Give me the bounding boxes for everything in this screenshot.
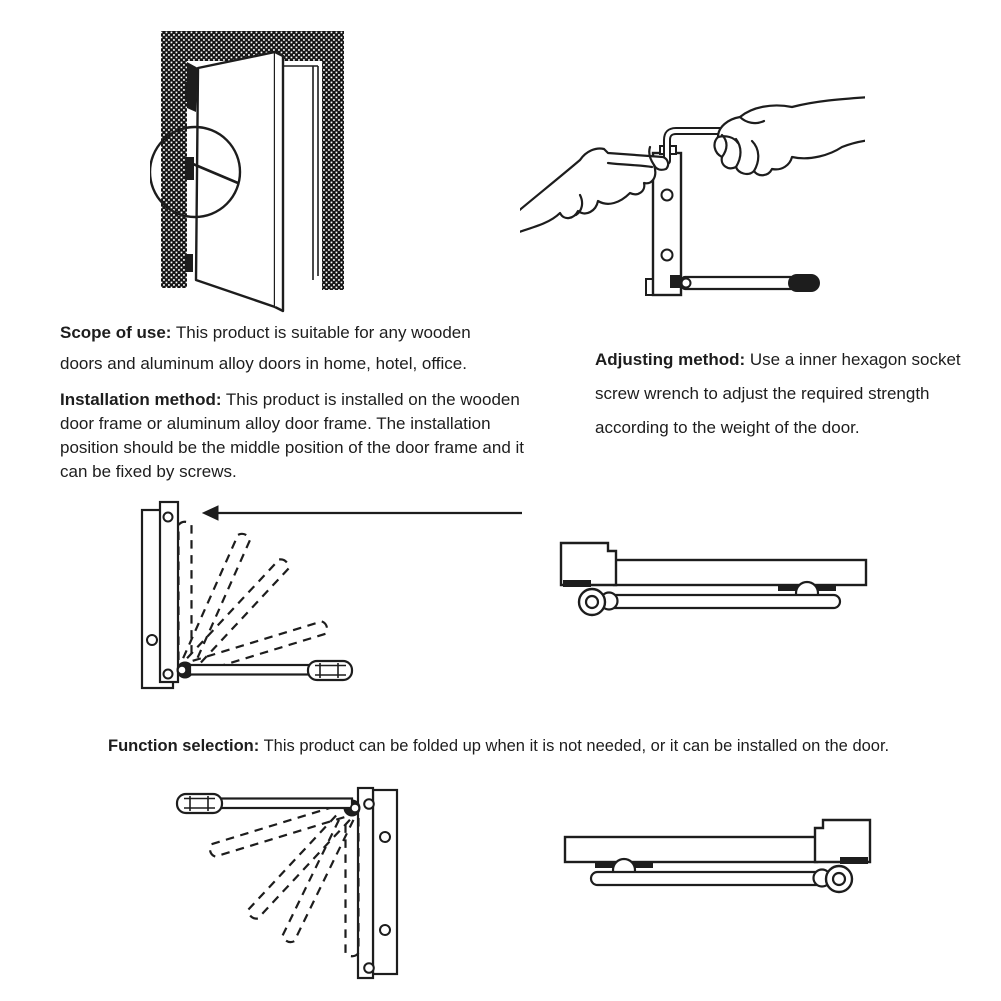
figure-side-view-frame-mount	[550, 533, 875, 633]
text-line: position should be the middle position of the door frame and it	[60, 438, 525, 457]
mounting-plate	[142, 502, 178, 688]
text-line: screw wrench to adjust the required strength	[595, 384, 930, 403]
right-hand	[715, 97, 865, 175]
figure-fold-positions-frame-mount	[132, 498, 532, 723]
closer-arm	[177, 794, 361, 817]
installation-method-text: This product is installed on the wooden	[225, 390, 520, 409]
scope-of-use-paragraph	[60, 317, 471, 379]
text-line: doors and aluminum alloy doors in home, hotel, office.	[60, 354, 467, 373]
text-line: according to the weight of the door.	[595, 418, 860, 437]
folded-arm-positions	[208, 805, 358, 956]
closer-arm	[177, 661, 353, 680]
adjusting-method-label: Adjusting method:	[595, 350, 746, 369]
text-line	[60, 388, 524, 412]
figure-door-installed	[150, 26, 355, 316]
left-hand	[520, 147, 668, 233]
figure-fold-positions-door-mount	[148, 778, 483, 998]
adjusting-method-paragraph	[595, 343, 961, 445]
text-line: door frame or aluminum alloy door frame. The installation	[60, 414, 491, 433]
text-line	[595, 343, 961, 377]
side-view-drawing-mirrored	[565, 820, 870, 892]
adjusting-method-text: Use a inner hexagon socket	[749, 350, 961, 369]
text-line: can be fixed by screws.	[60, 462, 237, 481]
mounting-plate	[358, 788, 397, 978]
figure-side-view-door-mount	[556, 810, 881, 910]
function-selection-label: Function selection:	[108, 737, 260, 755]
function-selection-text: This product can be folded up when it is not needed, or it can be installed on the door.	[263, 737, 890, 755]
installation-method-label: Installation method:	[60, 390, 222, 409]
figure-adjusting-with-wrench	[520, 85, 865, 320]
text-line	[60, 317, 471, 348]
text-line	[108, 735, 889, 757]
close-direction-arrow-icon	[203, 506, 522, 520]
folded-arm-positions	[179, 522, 329, 673]
side-view-drawing	[561, 543, 866, 615]
scope-of-use-text: This product is suitable for any wooden	[175, 323, 471, 342]
installation-method-paragraph	[60, 388, 524, 484]
function-selection-paragraph	[108, 735, 889, 757]
scope-of-use-label: Scope of use:	[60, 323, 172, 342]
